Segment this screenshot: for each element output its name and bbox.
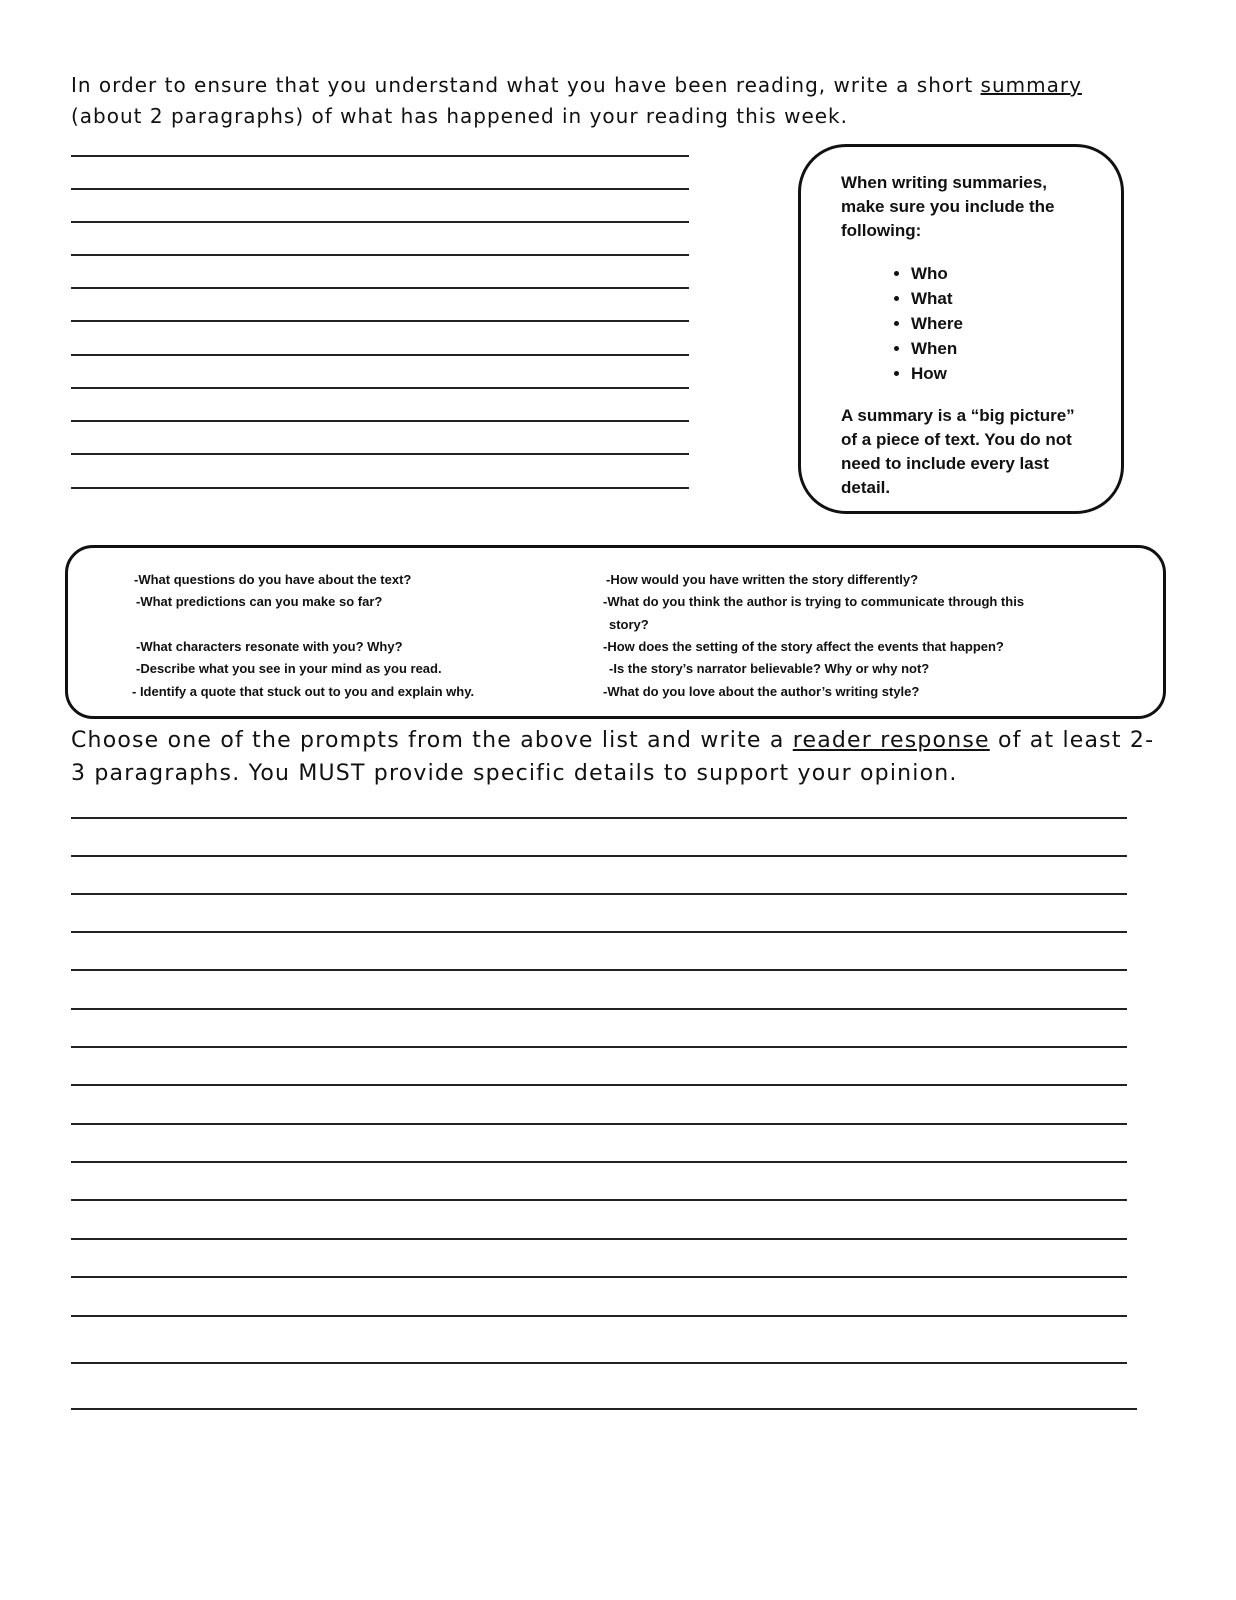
- summary-tip-box: [798, 144, 1124, 514]
- prompt-item: -How does the setting of the story affect the events that happen?: [603, 639, 1004, 654]
- writing-line[interactable]: [71, 221, 689, 223]
- writing-line[interactable]: [71, 487, 689, 489]
- writing-line[interactable]: [71, 969, 1127, 971]
- writing-line[interactable]: [71, 254, 689, 256]
- intro-underlined: summary: [980, 73, 1082, 97]
- writing-line[interactable]: [71, 420, 689, 422]
- writing-line[interactable]: [71, 1199, 1127, 1201]
- writing-line[interactable]: [71, 287, 689, 289]
- writing-line[interactable]: [71, 1008, 1127, 1010]
- tip-bullet: • Who: [911, 261, 1091, 286]
- writing-line[interactable]: [71, 817, 1127, 819]
- tip-bullet-list: [841, 261, 1091, 386]
- writing-line[interactable]: [71, 188, 689, 190]
- writing-line[interactable]: [71, 893, 1127, 895]
- writing-line[interactable]: [71, 320, 689, 322]
- writing-line[interactable]: [71, 1238, 1127, 1240]
- writing-line[interactable]: [71, 855, 1127, 857]
- prompt-item: -Describe what you see in your mind as you read.: [136, 661, 442, 676]
- tip-note: A summary is a “big picture” of a piece of text. You do not need to include every last detail.: [841, 406, 1075, 497]
- writing-line[interactable]: [71, 155, 689, 157]
- response-instructions: [71, 724, 1161, 790]
- intro-text: In order to ensure that you understand what you have been reading, write a short: [71, 73, 981, 97]
- writing-line[interactable]: [71, 453, 689, 455]
- writing-line[interactable]: [71, 1084, 1127, 1086]
- writing-line[interactable]: [71, 387, 689, 389]
- writing-line[interactable]: [71, 1046, 1127, 1048]
- prompt-item: -Is the story’s narrator believable? Why or why not?: [609, 661, 930, 676]
- writing-line[interactable]: [71, 1362, 1127, 1364]
- response-text-end: of at least 2-3 paragraphs. You MUST provide specific details to support your opinion.: [71, 728, 1155, 786]
- response-text: Choose one of the prompts from the above list and write a: [71, 728, 793, 753]
- prompt-item: -What questions do you have about the text?: [134, 572, 412, 587]
- intro-text-end: (about 2 paragraphs) of what has happened in your reading this week.: [71, 104, 848, 128]
- writing-line[interactable]: [71, 1408, 1137, 1410]
- prompt-item: -How would you have written the story differently?: [606, 572, 919, 587]
- tip-bullet: • Where: [911, 311, 1091, 336]
- tip-bullet: • How: [911, 361, 1091, 386]
- tip-bullet: • What: [911, 286, 1091, 311]
- prompt-item: -What do you love about the author’s writing style?: [603, 684, 920, 699]
- prompt-item: -What predictions can you make so far?: [136, 594, 383, 609]
- tip-bullet: • When: [911, 336, 1091, 361]
- summary-instructions: [71, 70, 1151, 132]
- writing-line[interactable]: [71, 1161, 1127, 1163]
- writing-line[interactable]: [71, 1315, 1127, 1317]
- prompt-item: -What characters resonate with you? Why?: [136, 639, 403, 654]
- tip-heading: When writing summaries, make sure you include the following:: [841, 173, 1055, 240]
- prompt-item: - Identify a quote that stuck out to you and explain why.: [132, 684, 475, 699]
- prompt-list-box: [65, 545, 1166, 719]
- writing-line[interactable]: [71, 931, 1127, 933]
- writing-line[interactable]: [71, 354, 689, 356]
- prompt-item: story?: [609, 617, 649, 632]
- writing-line[interactable]: [71, 1276, 1127, 1278]
- writing-line[interactable]: [71, 1123, 1127, 1125]
- prompt-item: -What do you think the author is trying to communicate through this: [603, 594, 1025, 609]
- response-underlined: reader response: [792, 728, 990, 753]
